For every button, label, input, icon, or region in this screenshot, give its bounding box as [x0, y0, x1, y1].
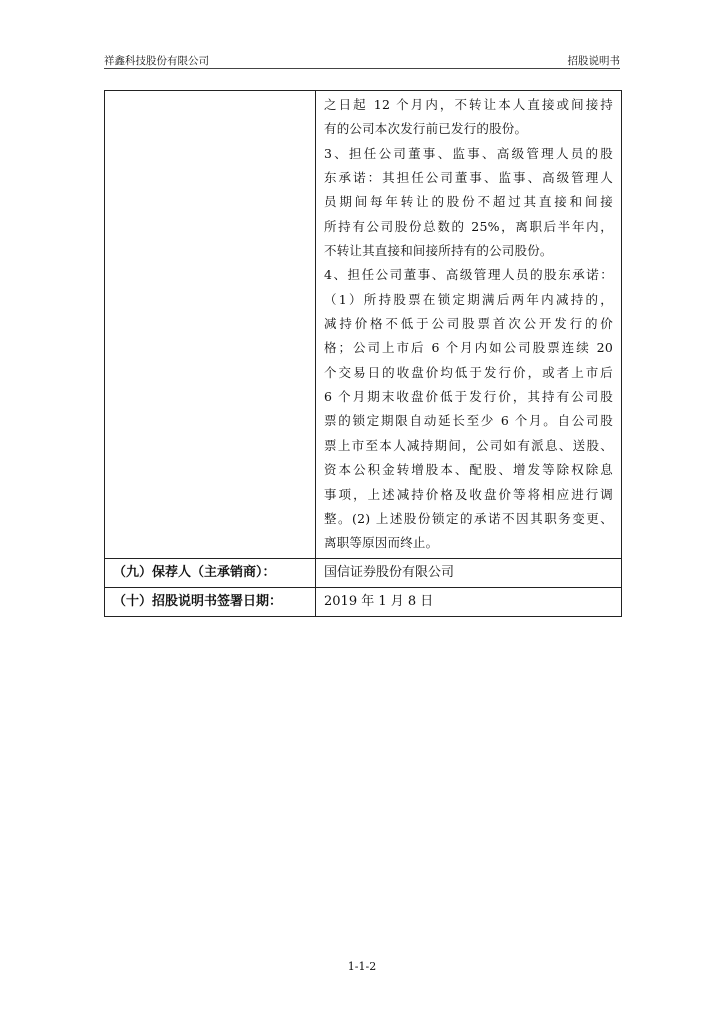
text-line: 格；公司上市后 6 个月内如公司股票连续 20: [324, 340, 613, 356]
info-table: [104, 90, 622, 617]
text-line: 6 个月期末收盘价低于发行价，其持有公司股: [324, 389, 613, 405]
text-line: 有的公司本次发行前已发行的股份。: [324, 121, 528, 137]
text-line: 之日起 12 个月内，不转让本人直接或间接持: [324, 97, 613, 112]
table-row-sign-date: [105, 587, 621, 616]
table-row-commitments: [105, 91, 621, 558]
text-line: 不转让其直接和间接所持有的公司股份。: [324, 243, 553, 259]
page-number: 1-1-2: [347, 960, 377, 973]
text-line: 个交易日的收盘价均低于发行价，或者上市后: [324, 364, 613, 380]
text-line: 4、担任公司董事、高级管理人员的股东承诺：: [324, 267, 613, 283]
text-line: 票的锁定期限自动延长至少 6 个月。自公司股: [324, 413, 613, 429]
document-title: 招股说明书: [567, 55, 620, 67]
text-line: 东承诺：其担任公司董事、监事、高级管理人: [324, 170, 613, 186]
text-line: 减持价格不低于公司股票首次公开发行的价: [324, 316, 613, 332]
table-row-sponsor: [105, 558, 621, 587]
empty-label-cell: [105, 91, 316, 558]
text-line: 事项，上述减持价格及收盘价等将相应进行调: [324, 486, 613, 502]
company-name: 祥鑫科技股份有限公司: [104, 55, 209, 67]
commitment-text-cell: [316, 91, 621, 558]
text-line: 所持有公司股份总数的 25%，离职后半年内，: [324, 218, 613, 234]
sign-date-label: （十）招股说明书签署日期：: [105, 588, 316, 616]
sign-date-value: 2019 年 1 月 8 日: [324, 593, 434, 609]
page-header: [104, 50, 620, 69]
text-line: 3、担任公司董事、监事、高级管理人员的股: [324, 145, 613, 161]
sponsor-label: （九）保荐人（主承销商）：: [105, 559, 316, 587]
text-line: 员期间每年转让的股份不超过其直接和间接: [324, 194, 613, 210]
text-line: 整。(2) 上述股份锁定的承诺不因其职务变更、: [324, 510, 613, 526]
text-line: 资本公积金转增股本、配股、增发等除权除息: [324, 462, 613, 478]
text-line: 票上市至本人减持期间，公司如有派息、送股、: [324, 437, 613, 453]
sponsor-value: 国信证券股份有限公司: [324, 564, 455, 580]
text-line: 离职等原因而终止。: [324, 535, 439, 551]
text-line: （1）所持股票在锁定期满后两年内减持的，: [324, 291, 613, 307]
